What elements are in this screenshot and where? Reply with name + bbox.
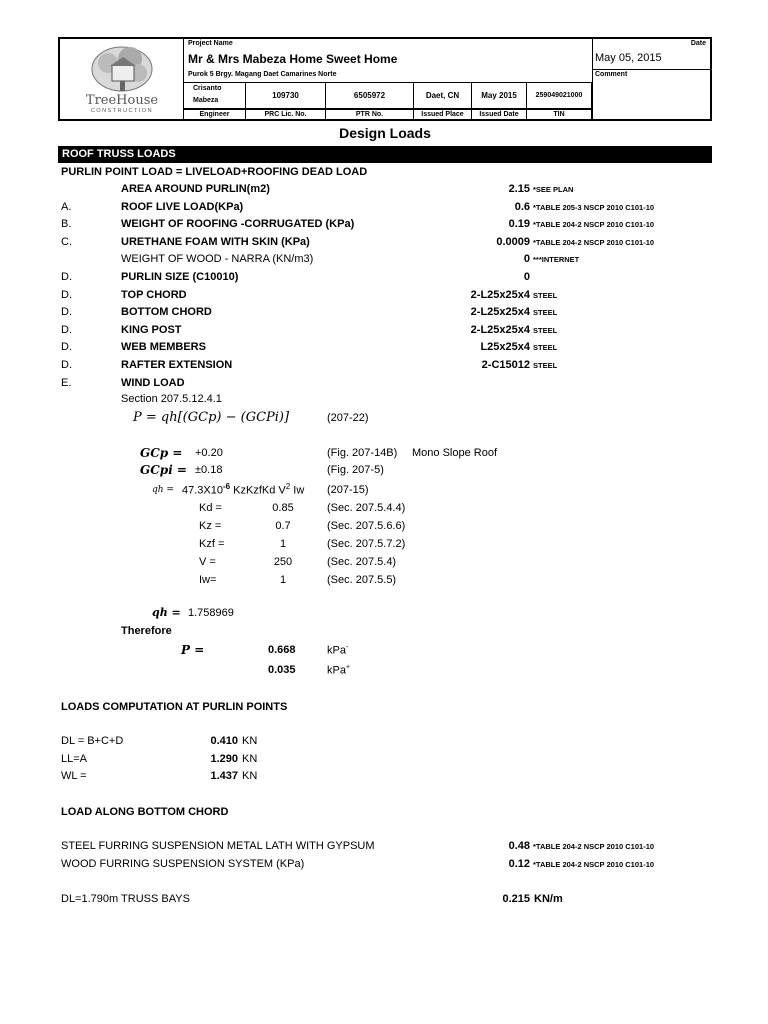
logo-text: TreeHouse <box>85 93 159 108</box>
factor-label: V = <box>199 556 216 568</box>
ptr-label-cell <box>326 109 414 119</box>
factor-ref: (Sec. 207.5.7.2) <box>327 538 406 550</box>
engineer-name-2: Mabeza <box>193 97 219 104</box>
factor-label: Kd = <box>199 502 222 514</box>
row-value: 0 <box>523 253 530 265</box>
ptr-no-cell <box>326 82 414 109</box>
row-letter: D. <box>61 306 72 318</box>
title-block <box>58 37 712 121</box>
p-value-2: 0.035 <box>268 664 296 676</box>
comment-label: Comment <box>595 71 628 78</box>
tin-label: TIN <box>553 111 565 118</box>
qh-formula-b: KzKzfKd V <box>230 484 286 497</box>
tin-label-cell <box>527 109 592 119</box>
load-unit: KN <box>242 735 258 747</box>
gcpi-ref: (Fig. 207-5) <box>327 464 384 476</box>
issued-date-label: Issued Date <box>479 111 519 118</box>
prc-label: PRC Lic. No. <box>264 111 307 118</box>
p-unit-1: kPa <box>327 644 346 657</box>
prc-label-cell <box>246 109 326 119</box>
bottom-chord-ref: *TABLE 204-2 NSCP 2010 C101-10 <box>533 842 655 851</box>
factor-ref: (Sec. 207.5.5) <box>327 574 397 586</box>
bottom-chord-dl-unit: KN/m <box>534 893 563 905</box>
row-value: 0 <box>523 271 530 283</box>
logo-subtext: CONSTRUCTION <box>90 108 154 114</box>
page-title: Design Loads <box>339 125 431 141</box>
wind-section: Section 207.5.12.4.1 <box>121 393 222 405</box>
row-label: ROOF LIVE LOAD(KPa) <box>121 201 244 213</box>
engineer-name-1: Crisanto <box>193 85 222 92</box>
issued-date-label-cell <box>472 109 527 119</box>
issued-place-label: Issued Place <box>421 111 464 118</box>
bottom-chord-ref: *TABLE 204-2 NSCP 2010 C101-10 <box>533 859 655 869</box>
row-ref: STEEL <box>533 291 558 300</box>
p-sup-2: + <box>345 664 351 671</box>
factor-ref: (Sec. 207.5.4) <box>327 556 397 568</box>
row-ref: *TABLE 204-2 NSCP 2010 C101-10 <box>533 220 655 229</box>
prc-no: 109730 <box>272 91 299 100</box>
row-label: WIND LOAD <box>121 377 185 389</box>
qh-result-label: qh = <box>152 606 181 619</box>
engineer-name-cell <box>184 82 246 109</box>
section-bar-title: ROOF TRUSS LOADS <box>62 148 176 160</box>
row-value: 0.19 <box>508 218 530 230</box>
comment-cell <box>592 70 710 119</box>
issued-place: Daet, CN <box>425 91 460 100</box>
row-letter: D. <box>61 359 72 371</box>
p-value-1: 0.668 <box>268 644 296 656</box>
engineer-label: Engineer <box>199 111 230 118</box>
bottom-chord-value: 0.48 <box>508 840 530 852</box>
prc-no-cell <box>246 82 326 109</box>
date-value: May 05, 2015 <box>595 52 662 64</box>
p-unit-2-wrap <box>327 664 350 677</box>
load-unit: KN <box>242 752 258 765</box>
load-label: DL = B+C+D <box>61 735 124 747</box>
row-value: 2-L25x25x4 <box>470 306 530 318</box>
load-label: LL=A <box>61 752 87 765</box>
gcpi-label: GCpi = <box>140 463 187 477</box>
row-label: TOP CHORD <box>121 289 187 301</box>
qh-formula-exp: -6 <box>222 482 231 491</box>
factor-value: 1 <box>279 538 287 550</box>
ptr-no: 6505972 <box>353 91 386 100</box>
factor-ref: (Sec. 207.5.6.6) <box>327 520 406 532</box>
row-value: 0.0009 <box>496 236 530 248</box>
qh-formula-a: 47.3X10 <box>182 484 223 497</box>
bottom-chord-label: WOOD FURRING SUSPENSION SYSTEM (KPa) <box>61 857 305 870</box>
gcp-note: Mono Slope Roof <box>412 447 497 459</box>
load-unit: KN <box>242 770 258 782</box>
bottom-chord-value: 0.12 <box>508 857 530 870</box>
row-ref: *SEE PLAN <box>533 185 574 194</box>
row-label: AREA AROUND PURLIN(m2) <box>121 183 270 195</box>
wind-formula: P = qh[(GCp) − (GCPi)] <box>133 410 290 425</box>
gcp-value: +0.20 <box>195 447 223 459</box>
tin-cell <box>527 82 592 109</box>
p-unit-2: kPa <box>327 664 346 677</box>
row-label: RAFTER EXTENSION <box>121 359 233 371</box>
project-address: Purok 5 Brgy. Magang Daet Camarines Norte <box>188 71 337 78</box>
gcp-ref: (Fig. 207-14B) <box>327 447 398 459</box>
row-value: 2-C15012 <box>481 359 530 371</box>
engineer-label-cell <box>184 109 246 119</box>
factor-ref: (Sec. 207.5.4.4) <box>327 502 406 514</box>
row-value: 2.15 <box>508 183 530 195</box>
qh-formula-c: Iw <box>290 484 305 497</box>
row-ref: STEEL <box>533 308 558 317</box>
row-label: WEIGHT OF ROOFING -CORRUGATED (KPa) <box>121 218 355 230</box>
wind-formula-ref: (207-22) <box>327 412 369 424</box>
row-letter: B. <box>61 218 72 230</box>
load-value: 1.290 <box>210 752 238 765</box>
bottom-chord-label: STEEL FURRING SUSPENSION METAL LATH WITH GYPSUM <box>61 840 375 852</box>
p-sup-1: - <box>345 644 349 651</box>
row-letter: A. <box>61 201 72 213</box>
project-name: Mr & Mrs Mabeza Home Sweet Home <box>188 52 398 66</box>
factor-label: Iw= <box>199 574 217 586</box>
factor-value: 1 <box>279 574 287 586</box>
row-letter: D. <box>61 341 72 353</box>
row-letter: E. <box>61 377 72 389</box>
factor-value: 0.7 <box>275 520 291 532</box>
project-name-label: Project Name <box>188 40 233 47</box>
gcp-label: GCp = <box>140 446 183 460</box>
load-value: 1.437 <box>210 770 238 782</box>
row-label: WEIGHT OF WOOD - NARRA (KN/m3) <box>121 253 314 265</box>
bottom-chord-dl-value: 0.215 <box>502 893 530 905</box>
row-label: URETHANE FOAM WITH SKIN (KPa) <box>121 236 310 248</box>
section-bar <box>58 146 712 163</box>
factor-value: 0.85 <box>272 502 294 514</box>
qh-formula <box>182 482 304 497</box>
factor-label: Kzf = <box>199 538 225 550</box>
row-letter: D. <box>61 324 72 336</box>
row-value: L25x25x4 <box>480 341 530 353</box>
qh-result: 1.758969 <box>188 607 234 619</box>
factor-value: 250 <box>273 556 293 568</box>
row-ref: *TABLE 204-2 NSCP 2010 C101-10 <box>533 238 655 247</box>
row-value: 2-L25x25x4 <box>470 289 530 301</box>
row-label: WEB MEMBERS <box>121 341 206 353</box>
date-cell <box>592 39 710 70</box>
row-ref: *TABLE 205-3 NSCP 2010 C101-10 <box>533 203 655 212</box>
gcpi-value: ±0.18 <box>195 464 223 476</box>
ptr-label: PTR No. <box>355 111 384 118</box>
row-ref: STEEL <box>533 326 558 335</box>
row-ref: ***INTERNET <box>533 255 580 264</box>
row-value: 0.6 <box>514 201 530 213</box>
bottom-chord-dl-label: DL=1.790m TRUSS BAYS <box>61 893 190 905</box>
row-ref: STEEL <box>533 343 558 352</box>
row-value: 2-L25x25x4 <box>470 324 530 336</box>
issued-date: May 2015 <box>481 91 517 100</box>
qh-formula-exp2: 2 <box>285 482 291 491</box>
bottom-chord-title: LOAD ALONG BOTTOM CHORD <box>61 806 229 818</box>
issued-place-cell <box>414 82 472 109</box>
load-label: WL = <box>61 770 87 782</box>
issued-date-cell <box>472 82 527 109</box>
p-label: P = <box>181 643 205 657</box>
load-value: 0.410 <box>210 735 238 747</box>
row-label: PURLIN SIZE (C10010) <box>121 271 239 283</box>
therefore: Therefore <box>121 625 172 637</box>
p-unit-1-wrap <box>327 644 348 657</box>
row-letter: C. <box>61 236 72 248</box>
factor-label: Kz = <box>199 520 222 532</box>
loads-computation-title: LOADS COMPUTATION AT PURLIN POINTS <box>61 701 288 713</box>
logo-cell <box>60 39 184 119</box>
date-label: Date <box>690 40 706 47</box>
purlin-point-load: PURLIN POINT LOAD = LIVELOAD+ROOFING DEAD LOAD <box>61 166 368 178</box>
qh-ref: (207-15) <box>327 484 369 496</box>
row-ref: STEEL <box>533 361 558 370</box>
qh-label: qh = <box>152 485 174 495</box>
row-letter: D. <box>61 289 72 301</box>
tin: 259049021000 <box>535 92 583 99</box>
row-label: KING POST <box>121 324 182 336</box>
row-label: BOTTOM CHORD <box>121 306 212 318</box>
row-letter: D. <box>61 271 72 283</box>
issued-place-label-cell <box>414 109 472 119</box>
